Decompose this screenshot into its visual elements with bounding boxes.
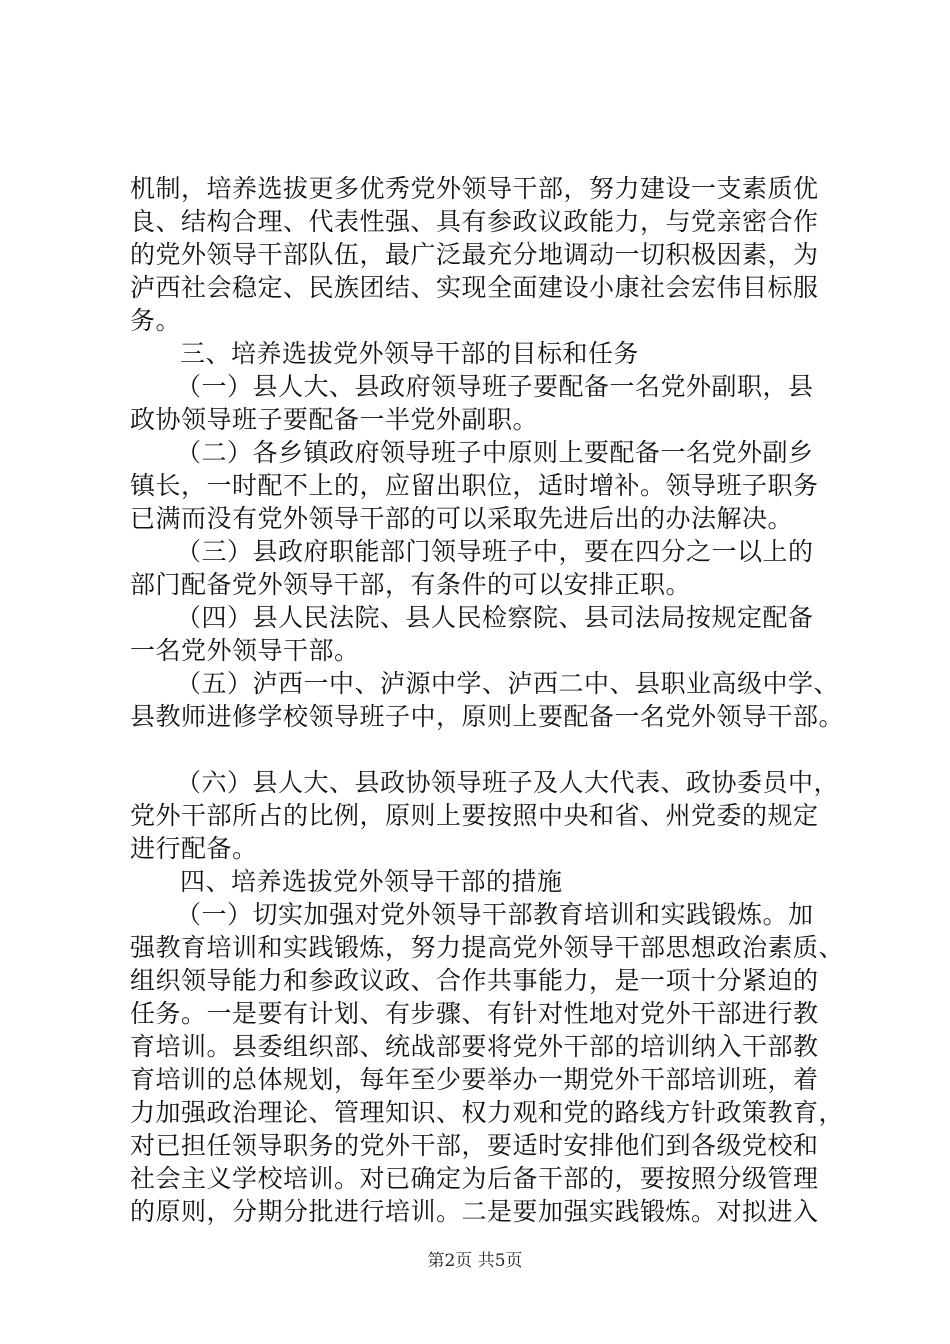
text-line: 部门配备党外领导干部，有条件的可以安排正职。	[130, 570, 692, 599]
text-line: 的原则，分期分批进行培训。二是要加强实践锻炼。对拟进入	[130, 1197, 819, 1226]
text-line: 政协领导班子要配备一半党外副职。	[130, 405, 539, 434]
text-line: 对已担任领导职务的党外干部，要适时安排他们到各级党校和	[130, 1131, 819, 1160]
text-line: 社会主义学校培训。对已确定为后备干部的，要按照分级管理	[130, 1164, 819, 1193]
text-line: 党外干部所占的比例，原则上要按照中央和省、州党委的规定	[130, 801, 819, 830]
section-heading: 三、培养选拔党外领导干部的目标和任务	[180, 339, 640, 368]
text-line: 县教师进修学校领导班子中，原则上要配备一名党外领导干部。	[130, 702, 845, 731]
text-line: 组织领导能力和参政议政、合作共事能力，是一项十分紧迫的	[130, 966, 819, 995]
section-heading: 四、培养选拔党外领导干部的措施	[180, 867, 563, 896]
text-line: 一名党外领导干部。	[130, 636, 360, 665]
text-line: 务。	[130, 306, 182, 335]
text-line: （六）县人大、县政协领导班子及人大代表、政协委员中，	[176, 768, 840, 797]
text-line: 育培训的总体规划，每年至少要举办一期党外干部培训班，着	[130, 1065, 819, 1094]
text-line: 进行配备。	[130, 834, 258, 863]
text-line: （三）县政府职能部门领导班子中，要在四分之一以上的	[176, 537, 814, 566]
text-line: 已满而没有党外领导干部的可以采取先进后出的办法解决。	[130, 504, 794, 533]
text-line: （一）县人大、县政府领导班子要配备一名党外副职，县	[176, 372, 814, 401]
text-line: （一）切实加强对党外领导干部教育培训和实践锻炼。加	[176, 900, 814, 929]
text-line: 的党外领导干部队伍，最广泛最充分地调动一切积极因素，为	[130, 240, 819, 269]
text-line: 强教育培训和实践锻炼，努力提高党外领导干部思想政治素质、	[130, 933, 845, 962]
page-number-footer: 第2页 共5页	[427, 1251, 523, 1271]
text-line: （四）县人民法院、县人民检察院、县司法局按规定配备	[176, 603, 814, 632]
text-line: 镇长，一时配不上的，应留出职位，适时增补。领导班子职务	[130, 471, 819, 500]
text-line: 泸西社会稳定、民族团结、实现全面建设小康社会宏伟目标服	[130, 273, 819, 302]
text-line: （五）泸西一中、泸源中学、泸西二中、县职业高级中学、	[176, 669, 840, 698]
text-line: 任务。一是要有计划、有步骤、有针对性地对党外干部进行教	[130, 999, 819, 1028]
text-line: 力加强政治理论、管理知识、权力观和党的路线方针政策教育，	[130, 1098, 845, 1127]
text-line: 育培训。县委组织部、统战部要将党外干部的培训纳入干部教	[130, 1032, 819, 1061]
text-line: 良、结构合理、代表性强、具有参政议政能力，与党亲密合作	[130, 207, 819, 236]
text-line: 机制，培养选拔更多优秀党外领导干部，努力建设一支素质优	[130, 174, 819, 203]
text-line: （二）各乡镇政府领导班子中原则上要配备一名党外副乡	[176, 438, 814, 467]
